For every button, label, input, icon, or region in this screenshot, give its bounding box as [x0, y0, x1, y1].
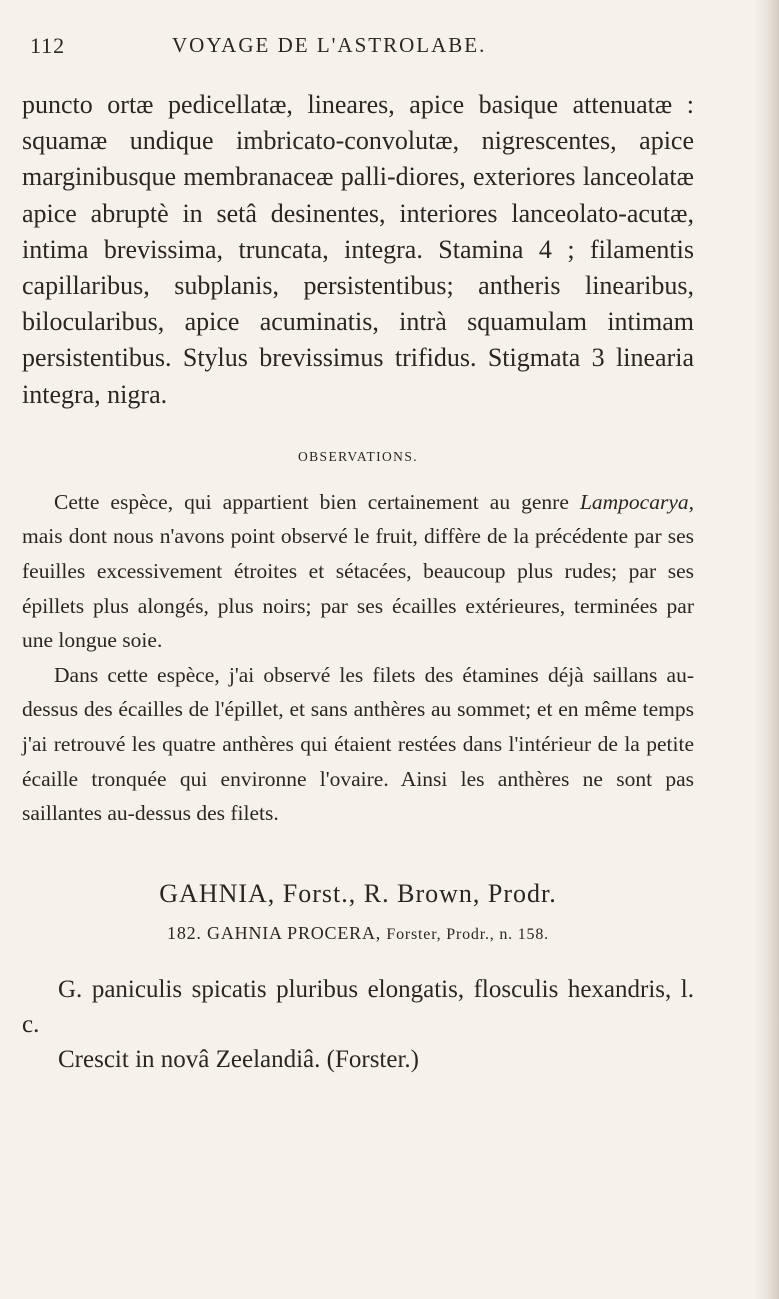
genus-lampocarya: Lampocarya,	[579, 489, 694, 514]
species-habitat: Crescit in novâ Zeelandiâ. (Forster.)	[58, 1045, 419, 1073]
species-diagnosis: G. paniculis spicatis pluribus elongatis, flosculis hexandris, l. c.	[22, 975, 694, 1038]
page-header	[30, 33, 730, 63]
genus-heading: GAHNIA, Forst., R. Brown, Prodr.	[159, 878, 557, 908]
page-body	[22, 87, 694, 1077]
page-edge-shadow	[753, 0, 779, 1299]
observations-paragraph-2: Dans cette espèce, j'ai observé les filets des étamines déjà saillans au-dessus des écailles de l'épillet, et sans anthères au sommet; et en même temps j'ai retrouvé les quatre anthères qui étaient restées dans l'intérieur de la petite écaille tronquée qui environne l'ovaire. Ainsi les anthères ne sont pas saillantes au-dessus des filets.	[22, 662, 694, 826]
latin-description: puncto ortæ pedicellatæ, lineares, apice basique attenuatæ : squamæ undique imbricato-convolutæ, nigrescentes, apice marginibusque membranaceæ palli-diores, exteriores lanceolatæ apice abruptè in setâ desinentes, interiores lanceolato-acutæ, intima brevissima, truncata, integra. Stamina 4 ; filamentis capillaribus, subplanis, persistentibus; antheris linearibus, bilocularibus, apice acuminatis, intrà squamulam intimam persistentibus. Stylus brevissimus trifidus. Stigmata 3 linearia integra, nigra.	[22, 90, 694, 409]
observations-paragraph-1	[22, 485, 694, 658]
obs-para1-after: mais dont nous n'avons point observé le fruit, diffère de la précédente par ses feuilles excessivement étroites et sétacées, beaucoup plus rudes; par ses épillets plus alongés, plus noirs; par ses écailles extérieures, terminées par une longue soie.	[22, 524, 694, 653]
running-title: VOYAGE DE L'ASTROLABE.	[172, 33, 487, 57]
species-number: 182.	[167, 922, 202, 943]
species-heading	[22, 923, 694, 944]
obs-para1-before: Cette espèce, qui appartient bien certainement au genre	[54, 489, 580, 514]
species-name: GAHNIA PROCERA,	[207, 922, 382, 943]
species-reference: Forster, Prodr., n. 158.	[386, 925, 549, 943]
observations-heading: OBSERVATIONS.	[297, 448, 419, 464]
page-number: 112	[30, 33, 66, 58]
